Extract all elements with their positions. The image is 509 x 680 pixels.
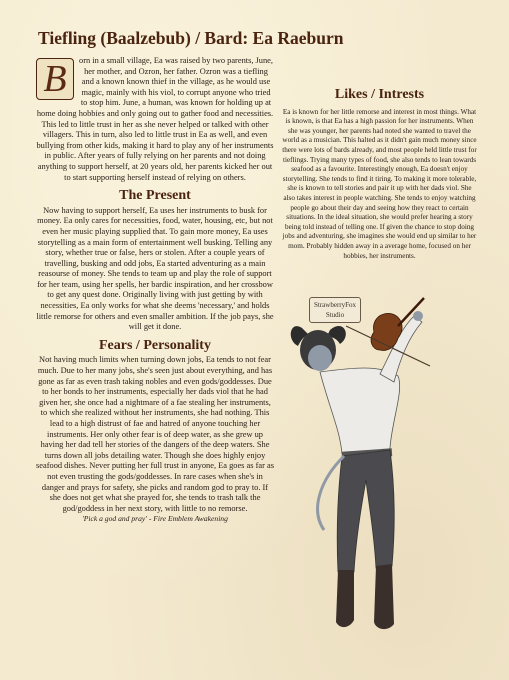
drop-cap: B <box>36 58 74 100</box>
right-column <box>282 87 477 261</box>
present-heading: The Present <box>119 188 191 204</box>
studio-badge <box>309 297 361 323</box>
present-paragraph: Now having to support herself, Ea uses her instruments to busk for money. Ea only cares for necessities, food, water, housing, etc, but not even her music playing supplied that. To gain more money, Ea uses storytelling as a main form of entertainment well busking. Telling any story, whether true or false, hers or stolen. After a couple years of travelling, busking and odd jobs, Ea started adventuring as a main reasourse of money. She tends to team up and play the role of support for her team, using her spells, her bardic inspiration, and her crossbow to get any quest done. Originally living with just getting by with necessities, Ea only works for what she deems 'necessary,' and holds little remorse for others and even smaller ambition. If the job pays, she will get it done. <box>36 205 274 332</box>
page-title: Tiefling (Baalzebub) / Bard: Ea Raeburn <box>38 28 344 48</box>
intro-paragraph: orn in a small village, Ea was raised by two parents, June, her mother, and Ozron, her father. Ozron was a tiefling and a known known thief in the village, as he would use magic, mainly with his viol, to corrupt anyone who tried to stop him. June, a human, was known for holding up at home doing hobbies and only going out to gather food and necessities. This led to little trust in her as she never helped or talked with other villagers. This in turn, also led to little trust in Ea as well, and even bullying from other kids, making it hard to play any of her instruments in public. After years of fully relying on her parents and not doing anything to support herself, at 20 years old, her parents kicked her out to start supporting herself instead of relying on others. <box>36 56 274 182</box>
character-illustration <box>280 280 480 650</box>
quote: 'Pick a god and pray' - Fire Emblem Awakening <box>82 514 228 524</box>
likes-heading: Likes / Intrests <box>334 87 425 102</box>
left-column <box>36 56 274 525</box>
badge-line-2: Studio <box>325 311 345 319</box>
badge-line-1: StrawberryFox <box>314 301 356 309</box>
fears-heading: Fears / Personality <box>99 337 211 353</box>
likes-paragraph: Ea is known for her little remorse and interest in most things. What is known, is that Ea has a high passion for her instruments. When she was younger, her parents had noted she wanted to travel the world as a musician. This halted as it didn't gain much money since there were lots of bards already, and most people held little trust for tieflings. Trying many types of food, she also tends to lean towards seafood as a favourite. Interestingly enough, Ea doesn't enjoy storytelling. She tends to find it tiring. To making it more tolerable, she is known to tell stories and pair it up with her dads viol. She also takes interest in people watching. She tends to enjoy watching people go about their day and seeing how they react to certain situations. In the ideal situation, she would prefer hearing a story being told instead of telling one. If given the chance to stop doing jobs and adventuring, she imagines she would end up similar to her mom. Probably hidden away in a average home, focused on her hobbies, her instruments. <box>282 107 477 260</box>
fears-paragraph: Not having much limits when turning down jobs, Ea tends to not fear much. Due to her many jobs, she's seen just about everything, and has gone as far as even trash taking nobles and even gods/goddesses. Due to her bonds to her instruments, especially her dads viol that he had given her, she once had a nightmare of a fae stealing her instruments, to which she realized without her instruments, she had nothing. This lead to a high distrust of fae and hatred of anyone touching her instruments. Her only other fear is of deep water, as she grew up having her dad tell her stories of the dangers of the deep waters. She turns down all jobs detailing water. Though she does highly enjoy seafood dishes. Never putting her full trust in anyone, Ea goes as far as not even trusting the gods/goddesses. In rare cases when she's in danger and prays for safety, she picks and random god to pray to. If she does not get what she prayed for, she tends to trash talk the god/goddess in her next story, with little to no remorse. <box>36 355 274 513</box>
